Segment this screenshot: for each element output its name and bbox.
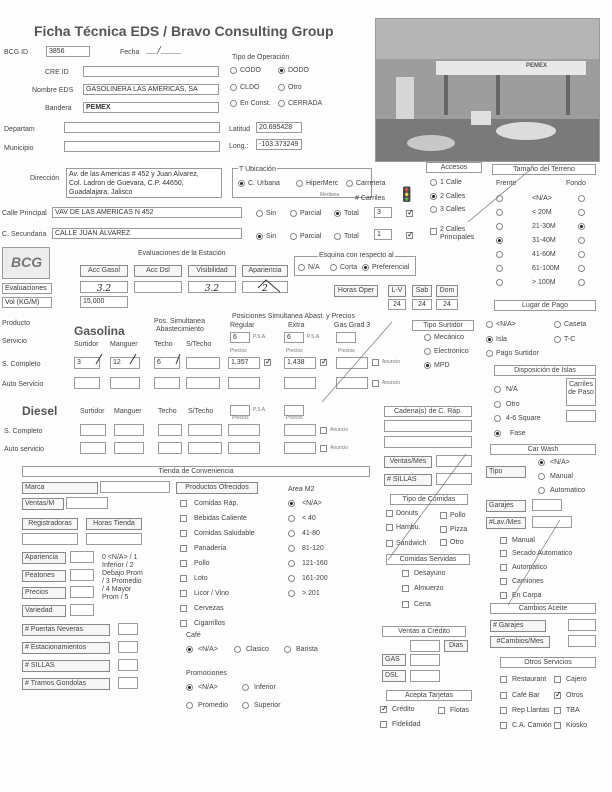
bcg-logo-text: BCG <box>11 254 43 270</box>
terreno-row-label: < 20M <box>532 209 552 216</box>
donuts-label: Donuts <box>396 510 419 517</box>
esquina-title: Esquina con respecto al <box>319 252 394 259</box>
cw-automatico2-label: Automatico <box>512 564 548 571</box>
cadena-sillas-label: # SILLAS <box>384 474 432 486</box>
escala-4: / 3 Promedio <box>102 578 142 585</box>
latitud-label: Latitud <box>229 126 251 133</box>
horas-tienda-label: Horas Tienda <box>86 518 142 530</box>
traffic-light-icon: 🚦 <box>398 186 416 202</box>
cre-id-label: CRE ID <box>45 69 69 76</box>
car-wash-tipo-label: Tipo <box>486 466 526 478</box>
promo-superior-label: Superior <box>254 702 281 709</box>
estacionamientos-label: # Estacionamientos <box>22 642 110 654</box>
area-a2-label: 41-80 <box>302 530 320 537</box>
area-area_na-label: <N/A> <box>302 500 322 507</box>
pago-caseta-label: Caseta <box>564 321 587 328</box>
tipo-surtidor-title: Tipo Surtidor <box>412 320 474 331</box>
horas-oper-label: Horas Oper <box>334 285 378 297</box>
direccion-line1: Av. de las Americas # 452 y Juan Alvarez, <box>69 171 199 178</box>
municipio-label: Municipio <box>4 145 34 152</box>
en-const-label: En Const. <box>240 100 271 107</box>
escala-3: Debajo Prom <box>102 570 143 577</box>
fondo-label: Fondo <box>566 180 586 187</box>
promo-promedio-label: Promedio <box>198 702 228 709</box>
otros-servicios-title: Otros Servicios <box>500 657 596 668</box>
credito-dias-label: Dias <box>444 640 468 652</box>
dsl-precios-label: Precios <box>232 415 249 421</box>
latitud-input[interactable]: 20.695428 <box>256 122 302 133</box>
horas-lv-input[interactable]: 24 <box>388 299 406 310</box>
area-a1-label: < 40 <box>302 515 316 522</box>
dsl-auto-servicio-label: Auto servicio <box>4 446 45 453</box>
acceso-2-label: 2 Calles <box>440 193 466 200</box>
precio-grad3-label: Precios <box>338 348 355 354</box>
bandera-input[interactable]: PEMEX <box>83 102 219 113</box>
tarjetas-title: Acepta Tarjetas <box>386 690 472 701</box>
photo-sign: PEMEX <box>526 63 548 69</box>
principal-sin-label: Sin <box>266 210 277 217</box>
ventas-m-label: Ventas/M <box>22 498 64 510</box>
tarjeta-fidelidad-label: Fidelidad <box>392 721 421 728</box>
mpd-label: MPD <box>434 362 450 369</box>
escala-6: Prom / 5 <box>102 594 129 601</box>
gas-surtidor-input[interactable]: 3 <box>74 357 100 369</box>
horas-sab-header: Sab <box>412 285 432 297</box>
pos-abast-title: Posiciones Simultanea Abast. y Precios <box>232 313 355 320</box>
direccion-line2: Col. Ladron de Guevara, C.P. 44650, <box>69 180 184 187</box>
secundaria-parcial-label: Parcial <box>300 233 322 240</box>
hambu-label: Hambu. <box>396 524 421 531</box>
dsl-psa-label: P.S.A. <box>253 407 267 413</box>
cafe-title: Café <box>186 632 201 639</box>
secundaria-total-label: Total <box>344 233 359 240</box>
longitud-input[interactable]: -103.373249 <box>256 139 302 150</box>
tarjeta-flotas-label: Flotas <box>450 707 470 714</box>
acceso-principales-label1: 2 Calles <box>440 226 466 233</box>
area-a3-label: 81-120 <box>302 545 324 552</box>
producto-bebidas-label: Bebidas Caliente <box>194 515 247 522</box>
ubicacion-title: T Ubicación <box>239 166 276 173</box>
tramos-gondolas-label: # Tramos Gondolas <box>22 678 110 690</box>
calle-principal-label: Calle Principal <box>2 210 47 217</box>
dsl-precios2-label: Precios <box>286 415 303 421</box>
hipermerc-label: HiperMerc <box>306 180 339 187</box>
fecha-value[interactable]: ___/_____ <box>146 45 181 54</box>
cafe-barista-label: Barista <box>296 646 318 653</box>
producto-label: Producto <box>2 320 31 327</box>
credito-title: Ventas a Crédito <box>382 626 466 637</box>
dsl-as-anuncio-label: Anuncio <box>330 445 349 451</box>
almuerzo-label: Almuerzo <box>414 585 444 592</box>
calle-principal-input[interactable]: VAV DE LAS AMERICAS N 452 <box>52 207 242 218</box>
anuncio-gas-label: Anuncio <box>382 359 401 365</box>
cafe-bar-label: Café Bar <box>512 692 540 699</box>
principal-total-label: Total <box>344 210 359 217</box>
accesos-title: Accesos <box>426 162 482 173</box>
vol-label: Vol (KG/M) <box>2 297 52 308</box>
area-a5-label: 161-200 <box>302 575 328 582</box>
otro-op-label: Otro <box>288 84 302 91</box>
pizza-label: Pizza <box>450 526 468 533</box>
visibilidad-header: Visibilidad <box>188 265 236 277</box>
precio-extra-input[interactable]: 1,438 <box>284 357 316 369</box>
disp-otro-label: Otro <box>506 401 520 408</box>
horas-dom-input[interactable]: 24 <box>436 299 458 310</box>
terreno-row-label: <N/A> <box>532 195 552 202</box>
auto-servicio-label: Auto Servicio <box>2 381 44 388</box>
gas-manguer-header: Manguer <box>110 341 138 348</box>
registradoras-label: Registradoras <box>22 518 78 530</box>
secundaria-sin-label: Sin <box>266 233 277 240</box>
dsl-surtidor-header: Surtidor <box>80 408 105 415</box>
escala-5: / 4 Mayor <box>102 586 132 593</box>
disp-square-label: 4-6 Square <box>506 415 541 422</box>
cadena-title: Cadena(s) de C. Ráp. <box>384 406 472 417</box>
electronico-label: Electronico <box>434 348 469 355</box>
fecha-label: Fecha <box>120 49 140 56</box>
terreno-row-label: 31-40M <box>532 237 556 244</box>
producto-licor-label: Licor / Vino <box>194 590 229 597</box>
cw-secado-label: Secado Automatico <box>512 550 573 557</box>
nombre-eds-label: Nombre EDS <box>32 87 74 94</box>
extra-header: Extra <box>288 322 305 329</box>
cw-na-label: <N/A> <box>550 459 570 466</box>
producto-pollo-label: Pollo <box>194 560 210 567</box>
nombre-eds-input[interactable]: GASOLINERA LAS AMERICAS, SA <box>83 84 219 95</box>
dsl-s-completo-label: S. Completo <box>4 428 43 435</box>
bandera-label: Bandera <box>45 105 72 112</box>
gas-techo-input[interactable]: 6 <box>154 357 180 369</box>
precios-tienda-label: Precios <box>22 587 66 599</box>
disp-fase-label: Fase <box>510 430 526 437</box>
tipo-comidas-title: Tipo de Comidas <box>390 494 468 505</box>
cena-label: Cena <box>414 601 431 608</box>
gas-grad3-header: Gas Grad 3 <box>334 322 371 329</box>
gas-manguer-input[interactable]: 12 <box>110 357 140 369</box>
pago-isla-label: Isla <box>496 336 507 343</box>
gasolina-name: Gasolina <box>74 324 125 338</box>
area-a6-label: > 201 <box>302 590 320 597</box>
direccion-line3: Guadalajara, Jalisco <box>69 189 133 196</box>
principal-carriles-input[interactable]: 3 <box>374 207 392 218</box>
pollo-fast-label: Pollo <box>450 512 466 519</box>
lugar-pago-title: Lugar de Pago <box>494 300 596 311</box>
diesel-name: Diesel <box>22 404 58 418</box>
producto-loto-label: Loto <box>194 575 208 582</box>
otro-comida-label: Otro <box>450 539 464 546</box>
direccion-label: Dirección <box>30 175 60 182</box>
acceso-principales-label2: Principales <box>440 234 475 241</box>
promo-inferior-label: Inferior <box>254 684 276 691</box>
cw-automatico-label: Automatico <box>550 487 586 494</box>
cw-manual2-label: Manual <box>512 537 535 544</box>
acc-gasol-header: Acc Gasol <box>80 265 128 277</box>
frente-label: Frente <box>496 180 517 187</box>
credito-gas-label: GAS <box>382 654 406 666</box>
pos-sim-label2: Abastecimiento <box>156 326 204 333</box>
pago-tc-label: T-C <box>564 336 576 343</box>
horas-sab-input[interactable]: 24 <box>412 299 432 310</box>
comidas-servidas-title: Comidas Servidas <box>386 554 470 565</box>
acceso-3-label: 3 Calles <box>440 206 466 213</box>
cw-camiones-label: Camiones <box>512 578 544 585</box>
pos-sim-label1: Pos. Simultanea <box>154 318 205 325</box>
departam-label: Departam <box>4 126 35 133</box>
variedad-label: Variedad <box>22 605 66 617</box>
otros-label: Otros <box>566 692 584 699</box>
esquina-na-label: N/A <box>308 264 320 271</box>
productos-title: Productos Ofrecidos <box>176 482 258 494</box>
extra-psa-input[interactable]: 6 <box>284 332 304 343</box>
anuncio-as-label: Anuncio <box>382 380 401 386</box>
producto-comidas_sal-label: Comidas Saludable <box>194 530 255 537</box>
credito-dsl-label: DSL <box>382 670 406 682</box>
sillas-tienda-label: # SILLAS <box>22 660 110 672</box>
regular-psa-label: P.S.A. <box>253 334 267 340</box>
cw-lav-mes-label: #Lav./Mes <box>486 517 526 529</box>
urbana-label: C. Urbana <box>248 180 280 187</box>
regular-psa-input[interactable]: 6 <box>230 332 250 343</box>
pago-surtidor-label: Pago Surtidor <box>496 350 539 357</box>
cadena-ventas-label: Ventas/Mes <box>384 456 432 468</box>
carriles-label: # Carriles <box>355 195 385 202</box>
form-title: Ficha Técnica EDS / Bravo Consulting Group <box>34 23 334 39</box>
calle-secundaria-label: C. Secundaria <box>2 231 47 238</box>
horas-lv-header: L-V <box>388 285 406 297</box>
secundaria-carriles-input[interactable]: 1 <box>374 229 392 240</box>
area-a4-label: 121-160 <box>302 560 328 567</box>
calle-secundaria-input[interactable]: CALLE JUAN ÁLVAREZ <box>52 228 242 239</box>
precio-extra-label: Precios <box>286 348 303 354</box>
longitud-label: Long.: <box>229 143 249 150</box>
disp-na-label: N/A <box>506 386 518 393</box>
terreno-row-label: 41-60M <box>532 251 556 258</box>
vol-input[interactable]: 15,000 <box>80 296 128 308</box>
bcg-id-label: BCG ID <box>4 49 29 56</box>
s-completo-label: S. Completo <box>2 361 41 368</box>
cw-manual-label: Manual <box>550 473 573 480</box>
evaluaciones-label: Evaluaciones <box>2 283 52 294</box>
dsl-manguer-header: Manguer <box>114 408 142 415</box>
acc-gasol-value: 3.2 <box>96 284 112 293</box>
cafe-na-label: <N/A> <box>198 646 218 653</box>
escala-1: 0 <N/A> / 1 <box>102 554 138 561</box>
pago-na-label: <N/A> <box>496 321 516 328</box>
gas-surtidor-header: Surtidor <box>74 341 99 348</box>
puertas-neveras-label: # Puertas Neveras <box>22 624 110 636</box>
producto-comidas_rap-label: Comidas Ráp. <box>194 500 239 507</box>
dsl-techo-header: Techo <box>158 408 177 415</box>
apariencia-tienda-label: Apariencia <box>22 552 66 564</box>
esquina-corta-label: Corta <box>340 264 358 271</box>
regular-header: Regular <box>230 322 255 329</box>
terreno-row-label: > 100M <box>532 279 556 286</box>
bcg-id-input[interactable]: 3856 <box>46 46 90 57</box>
gas-stecho-header: S/Techo <box>186 341 212 348</box>
esquina-preferencial-label: Preferencial <box>372 264 410 271</box>
apariencia-header: Apariencia <box>242 265 288 277</box>
cafe-clasico-label: Clasico <box>246 646 269 653</box>
mecanico-label: Mecánico <box>434 334 464 341</box>
area-title: Area M2 <box>288 486 315 493</box>
cldo-label: CLDO <box>240 84 260 91</box>
desayuno-label: Desayuno <box>414 570 446 577</box>
car-wash-title: Car Wash <box>490 444 596 455</box>
carriles-paso-box: Carriles de Paso <box>566 378 596 406</box>
horas-dom-header: Dom <box>436 285 458 297</box>
sandwich-label: Sandwich <box>396 540 427 547</box>
marca-label: Marca <box>22 482 98 494</box>
restaurant-label: Restaurant <box>512 676 547 683</box>
cambios-mes-label: #Cambios/Mes <box>490 636 550 648</box>
kiosko-label: Kiosko <box>566 722 588 729</box>
extra-psa-label: P.S.A. <box>307 334 321 340</box>
servicio-label: Servicio <box>2 338 27 345</box>
escala-2: Inferior / 2 <box>102 562 134 569</box>
rep-llantas-label: Rep Llantas <box>512 707 550 714</box>
tienda-title: Tienda de Conveniencia <box>22 466 370 477</box>
disposicion-title: Disposición de Islas <box>494 365 596 376</box>
cambios-garajes-label: # Garajes <box>490 620 546 632</box>
evaluaciones-title: Evaluaciones de la Estación <box>138 250 226 257</box>
producto-cigarrillos-label: Cigarrillos <box>194 620 226 627</box>
producto-cervezas-label: Cervezas <box>194 605 224 612</box>
dodo-label: DODO <box>288 67 309 74</box>
terreno-title: Tamaño del Terreno <box>492 164 596 175</box>
cambios-aceite-title: Cambios Aceite <box>490 603 596 614</box>
acc-dsl-header: Acc Dsl <box>134 265 182 277</box>
principal-parcial-label: Parcial <box>300 210 322 217</box>
promo-na-label: <N/A> <box>198 684 218 691</box>
dsl-stecho-header: S/Techo <box>188 408 214 415</box>
apariencia-value: 2 <box>262 284 268 293</box>
codo-label: CODO <box>240 67 261 74</box>
promo-title: Promociones <box>186 670 227 677</box>
tba-label: TBA <box>566 707 580 714</box>
cw-garajes-label: Garajes <box>486 500 526 512</box>
cerrada-label: CERRADA <box>288 100 323 107</box>
terreno-row-label: 21-30M <box>532 223 556 230</box>
cajero-label: Cajero <box>566 676 587 683</box>
precio-regular-label: Precios <box>230 348 247 354</box>
producto-panaderia-label: Panadería <box>194 545 227 552</box>
carretera-label: Carretera <box>356 180 386 187</box>
cw-carpa-label: En Carpa <box>512 592 542 599</box>
gas-techo-header: Techo <box>154 341 173 348</box>
ca-camion-label: C.A. Camión <box>512 722 552 729</box>
mediana-label: Mediana <box>320 192 340 198</box>
tipo-operacion-title: Tipo de Operación <box>232 54 290 61</box>
tarjeta-credito-label: Crédito <box>392 706 415 713</box>
visibilidad-value: 3.2 <box>204 284 220 293</box>
dsl-anuncio-label: Anuncio <box>330 427 349 433</box>
precio-regular-input[interactable]: 1,357 <box>228 357 260 369</box>
terreno-row-label: 61-100M <box>532 265 560 272</box>
acceso-1-label: 1 Calle <box>440 179 462 186</box>
peatones-label: Peatones <box>22 570 66 582</box>
